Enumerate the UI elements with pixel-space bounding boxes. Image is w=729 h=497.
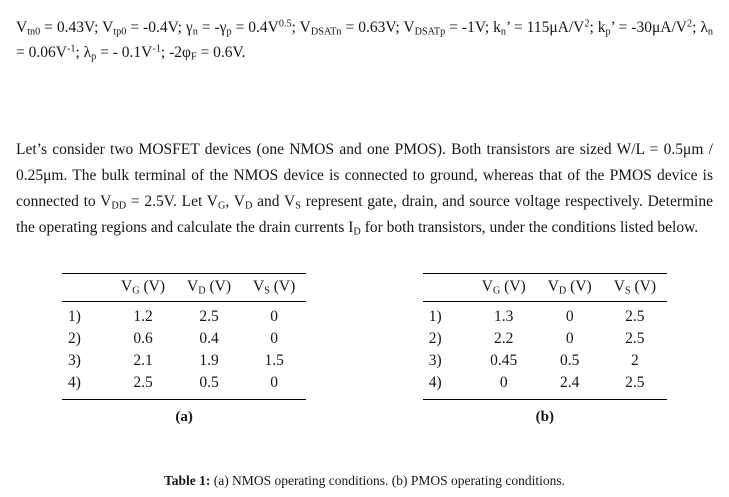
table-row bbox=[423, 302, 667, 329]
vg-cell: 1.2 bbox=[133, 308, 153, 325]
vd-cell: 0 bbox=[565, 330, 574, 347]
row-number: 1) bbox=[68, 308, 81, 325]
nmos-table-block bbox=[62, 273, 306, 426]
vs-cell: 0 bbox=[270, 330, 279, 347]
caption-label: Table 1: bbox=[163, 473, 211, 488]
header-vg: $V_G$ (V) bbox=[471, 274, 537, 302]
pmos-table bbox=[423, 273, 667, 400]
header-vs: $V_S$ (V) bbox=[242, 274, 306, 302]
vd-cell: 0.5 bbox=[199, 374, 219, 391]
table-row bbox=[423, 350, 667, 372]
vd-cell: 2.5 bbox=[199, 308, 219, 325]
vg-cell: 0.6 bbox=[133, 330, 153, 347]
vs-cell: 1.5 bbox=[264, 352, 284, 369]
vd-cell: 0 bbox=[565, 308, 574, 325]
table-caption bbox=[0, 473, 729, 489]
row-number: 3) bbox=[68, 352, 81, 369]
corner-cell bbox=[423, 274, 471, 302]
row-number: 4) bbox=[68, 374, 81, 391]
vg-cell: 0.45 bbox=[490, 352, 518, 369]
subtable-label-b: (b) bbox=[535, 409, 555, 425]
table-row bbox=[423, 372, 667, 400]
nmos-table bbox=[62, 273, 306, 400]
vd-cell: 0.5 bbox=[560, 352, 580, 369]
row-number: 3) bbox=[428, 352, 442, 369]
table-row bbox=[62, 372, 306, 400]
vd-cell: 1.9 bbox=[199, 352, 219, 369]
pmos-table-header bbox=[423, 274, 667, 302]
header-vs: $V_S$ (V) bbox=[603, 274, 667, 302]
row-number: 4) bbox=[428, 374, 442, 391]
problem-paragraph: Let’s consider two MOSFET devices (one NMOS and one PMOS). Both transistors are sized W/L = 0.5μm / 0.25μm. The bulk terminal of the NMOS device is connected to ground, whereas that of the PMOS device is connected to $V_{DD} = 2.5V$. Let $V_G$, $V_D$ and $V_S$ represent gate, drain, and source voltage respectively. Determine the operating regions and calculate the drain currents $I_D$ for both transistors, under the conditions listed below. bbox=[16, 141, 713, 238]
nmos-table-header bbox=[62, 274, 306, 302]
caption-text: (a) NMOS operating conditions. (b) PMOS operating conditions. bbox=[213, 473, 566, 488]
corner-cell bbox=[62, 274, 110, 302]
pmos-table-block bbox=[423, 273, 667, 426]
vs-cell: 0 bbox=[270, 308, 279, 325]
table-row bbox=[423, 328, 667, 350]
subtable-label-a: (a) bbox=[175, 409, 193, 425]
row-number: 1) bbox=[428, 308, 442, 325]
vs-cell: 2.5 bbox=[625, 308, 645, 325]
tables-row bbox=[62, 273, 667, 426]
vg-cell: 2.2 bbox=[494, 330, 514, 347]
vg-cell: 0 bbox=[499, 374, 508, 391]
parameters-paragraph: $V_{tn0} = 0.43V$; $V_{tp0} = -0.4V$; $\gamma_n = -\gamma_p = 0.4V^{0.5}$; $V_{DSATn} = 0.63V$; $V_{DSATp} = -1V$; $k_n$’ = $115\mu A/V^2$; $k_p$’ = $-30\mu A/V^2$; $\lambda_n = 0.06V^{-1}$; $\lambda_p$ = - $0.1V^{-1}$; $-2\varphi_F = 0.6V$. bbox=[16, 18, 713, 63]
vs-cell: 0 bbox=[270, 374, 279, 391]
header-vg: $V_G$ (V) bbox=[110, 274, 176, 302]
row-number: 2) bbox=[428, 330, 442, 347]
vd-cell: 2.4 bbox=[560, 374, 580, 391]
table-row bbox=[62, 350, 306, 372]
row-number: 2) bbox=[68, 330, 81, 347]
pmos-table-body bbox=[423, 302, 667, 400]
vg-cell: 2.1 bbox=[133, 352, 153, 369]
header-vd: $V_D$ (V) bbox=[176, 274, 242, 302]
table-row bbox=[62, 328, 306, 350]
vd-cell: 0.4 bbox=[199, 330, 219, 347]
vg-cell: 2.5 bbox=[133, 374, 153, 391]
nmos-table-body bbox=[62, 302, 306, 400]
table-row bbox=[62, 302, 306, 329]
vs-cell: 2.5 bbox=[625, 330, 645, 347]
vs-cell: 2.5 bbox=[625, 374, 645, 391]
vg-cell: 1.3 bbox=[494, 308, 514, 325]
header-vd: $V_D$ (V) bbox=[537, 274, 603, 302]
vs-cell: 2 bbox=[630, 352, 639, 369]
